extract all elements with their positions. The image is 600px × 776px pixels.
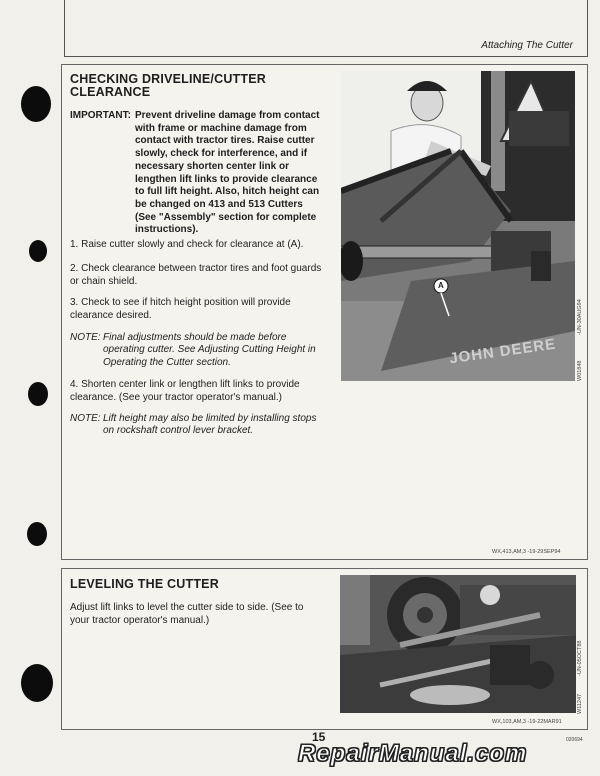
- callout-a: A: [438, 281, 444, 290]
- repair-manual-watermark[interactable]: RepairManual.com: [298, 740, 528, 767]
- photo1-code-left: W01848: [577, 360, 583, 381]
- leveling-text-line-2: your tractor operator's manual.): [70, 614, 210, 626]
- important-line: to full lift height. Also, hitch height can: [135, 186, 320, 198]
- note-line: operating cutter. See Adjusting Cutting Height in: [103, 344, 316, 356]
- step-4-line-2: clearance. (See your tractor operator's manual.): [70, 391, 283, 403]
- note-line: on rockshaft control lever bracket.: [103, 425, 254, 437]
- note-line: Operating the Cutter section.: [103, 356, 231, 368]
- section1-heading: [70, 73, 266, 99]
- step-2-line-1: 2. Check clearance between tractor tires and foot guards: [70, 263, 322, 274]
- step-1: 1. Raise cutter slowly and check for clearance at (A).: [70, 239, 304, 250]
- note-2-label: NOTE:: [70, 413, 101, 424]
- section-checking-driveline: [61, 64, 588, 560]
- note-1-label: NOTE:: [70, 332, 101, 343]
- photo2-code-left: W11247: [577, 693, 583, 714]
- important-line: Prevent driveline damage from contact: [135, 110, 320, 121]
- important-line: be changed on 413 and 513 Cutters: [135, 198, 303, 210]
- important-line: lengthen lift links to provide clearance: [135, 173, 318, 185]
- note-line: Lift height may also be limited by installing stops: [103, 413, 317, 424]
- step-4-line-1: 4. Shorten center link or lengthen lift links to provide: [70, 379, 300, 390]
- important-line: necessary shorten center link or: [135, 160, 289, 172]
- section2-footer-ref: WX,103,AM,3 -19-22MAR91: [492, 719, 562, 725]
- header-title: Attaching The Cutter: [481, 40, 573, 51]
- important-line: contact with tractor tires. Raise cutter: [135, 135, 315, 147]
- driveline-photo-illustration: [341, 71, 575, 381]
- important-label: IMPORTANT:: [70, 110, 131, 121]
- note-1-text: [103, 332, 343, 369]
- section-leveling-cutter: [61, 568, 588, 730]
- leveling-text: [70, 602, 303, 627]
- step-4: [70, 379, 300, 404]
- important-line: (See "Assembly" section for complete: [135, 211, 317, 223]
- section1-footer-ref: WX,413,AM,3 -19-29SEP94: [492, 549, 561, 555]
- heading-line-1: CHECKING DRIVELINE/CUTTER: [70, 72, 266, 86]
- binder-hole-2: [29, 240, 47, 262]
- leveling-text-line-1: Adjust lift links to level the cutter side to side. (See to: [70, 602, 304, 613]
- binder-hole-3: [28, 382, 48, 406]
- page-number: 15: [312, 730, 326, 744]
- binder-hole-5: [21, 664, 53, 702]
- leveling-photo-illustration: [340, 575, 576, 713]
- important-line: with frame or machine damage from: [135, 122, 307, 134]
- driveline-clearance-photo: [341, 71, 575, 381]
- important-line: instructions).: [135, 224, 199, 236]
- binder-hole-1: [21, 86, 51, 122]
- binder-hole-4: [27, 522, 47, 546]
- important-text: [135, 110, 345, 237]
- note-line: Final adjustments should be made before: [103, 332, 287, 343]
- photo2-code-right: -UN-05OCT88: [577, 640, 583, 676]
- section2-heading: LEVELING THE CUTTER: [70, 577, 219, 591]
- heading-line-2: CLEARANCE: [70, 85, 151, 99]
- photo-brand-text: JOHN DEERE: [448, 335, 558, 368]
- step-3-line-1: 3. Check to see if hitch height position will provide: [70, 297, 291, 308]
- step-3-line-2: clearance desired.: [70, 309, 152, 321]
- photo1-code-right: -UN-30AUG94: [577, 299, 583, 335]
- step-2: [70, 263, 321, 288]
- step-2-line-2: or chain shield.: [70, 275, 138, 287]
- small-code: 020694: [566, 737, 583, 743]
- important-line: slowly, check for interference, and if: [135, 148, 308, 160]
- leveling-photo: [340, 575, 576, 713]
- header-box: [64, 0, 588, 57]
- step-3: [70, 297, 291, 322]
- note-2-text: [103, 413, 343, 438]
